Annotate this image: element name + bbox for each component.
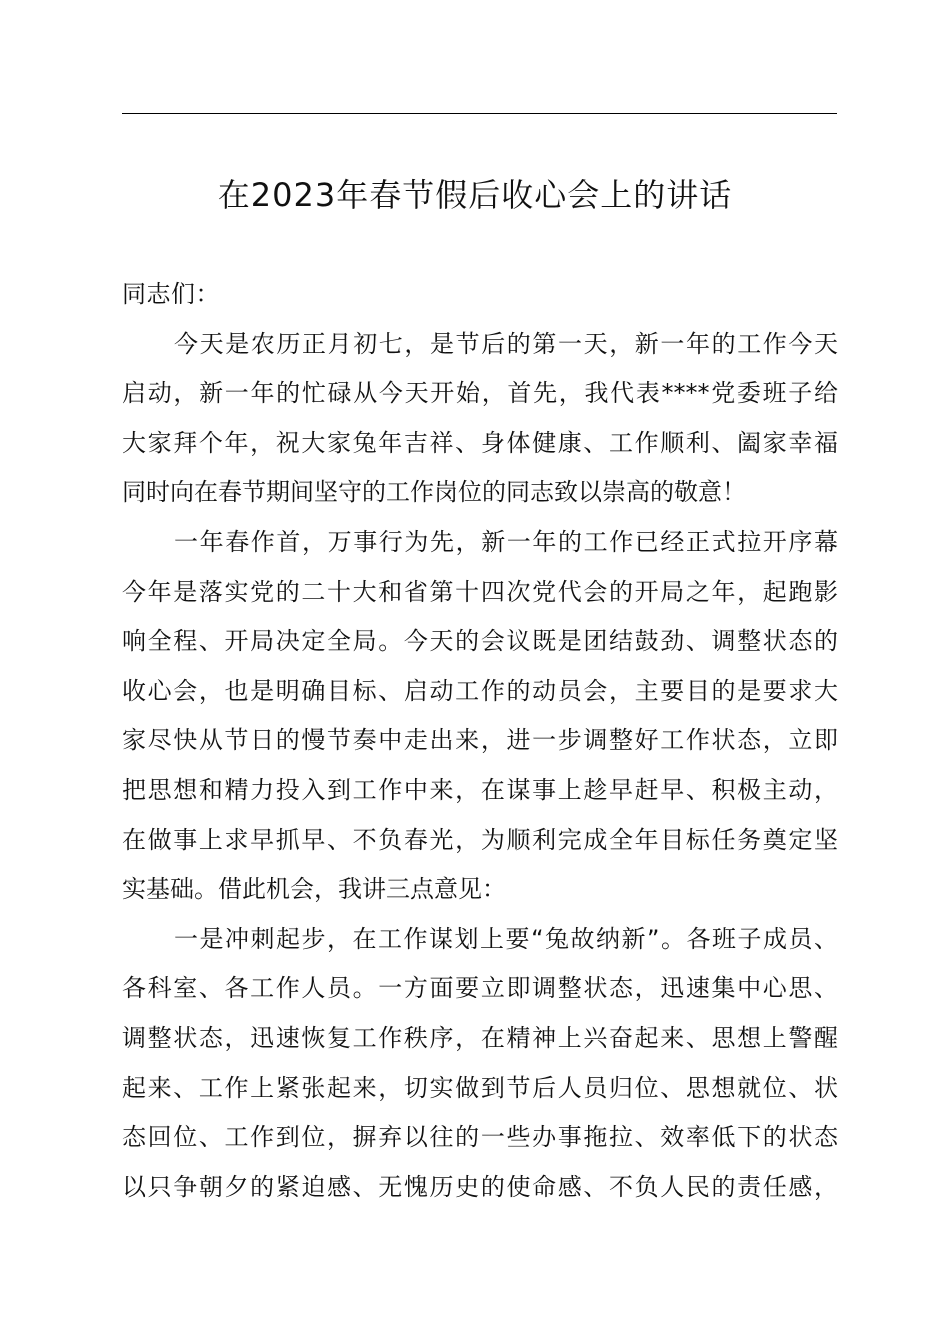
paragraph-line: 同时向在春节期间坚守的工作岗位的同志致以崇高的敬意！ [122,478,746,507]
paragraph-line: 响全程、开局决定全局。今天的会议既是团结鼓劲、调整状态的 [122,627,838,656]
paragraph-2 [122,518,838,915]
paragraph-line: 以只争朝夕的紧迫感、无愧历史的使命感、不负人民的责任感， [122,1172,838,1201]
paragraph-1 [122,320,838,518]
header-rule [122,113,837,114]
paragraph-line: 调整状态，迅速恢复工作秩序，在精神上兴奋起来、思想上警醒 [122,1023,838,1052]
paragraph-line: 各科室、各工作人员。一方面要立即调整状态，迅速集中心思、 [122,974,838,1003]
paragraph-line: 今天是农历正月初七，是节后的第一天，新一年的工作今天 [174,329,838,358]
paragraph-line: 实基础。借此机会，我讲三点意见： [122,875,506,904]
paragraph-line: 一是冲刺起步，在工作谋划上要“兔故纳新”。各班子成员、 [174,924,838,953]
paragraph-line: 在做事上求早抓早、不负春光，为顺利完成全年目标任务奠定坚 [122,825,838,854]
paragraph-line: 大家拜个年，祝大家兔年吉祥、身体健康、工作顺利、阖家幸福 [122,428,838,457]
paragraph-line: 起来、工作上紧张起来，切实做到节后人员归位、思想就位、状 [122,1073,838,1102]
paragraph-line: 家尽快从节日的慢节奏中走出来，进一步调整好工作状态，立即 [122,726,838,755]
paragraph-line: 把思想和精力投入到工作中来，在谋事上趁早赶早、积极主动， [122,775,838,804]
document-title: 在2023年春节假后收心会上的讲话 [217,176,733,214]
paragraph-line: 态回位、工作到位，摒弃以往的一些办事拖拉、效率低下的状态 [122,1123,838,1152]
salutation: 同志们： [122,280,220,308]
document-body [122,270,838,1212]
paragraph-line: 今年是落实党的二十大和省第十四次党代会的开局之年，起跑影 [122,577,838,606]
paragraph-line: 启动，新一年的忙碌从今天开始，首先，我代表****党委班子给 [122,379,838,408]
paragraph-line: 一年春作首，万事行为先，新一年的工作已经正式拉开序幕 [174,527,838,556]
paragraph-line: 收心会，也是明确目标、启动工作的动员会，主要目的是要求大 [122,676,838,705]
paragraph-3 [122,915,838,1213]
